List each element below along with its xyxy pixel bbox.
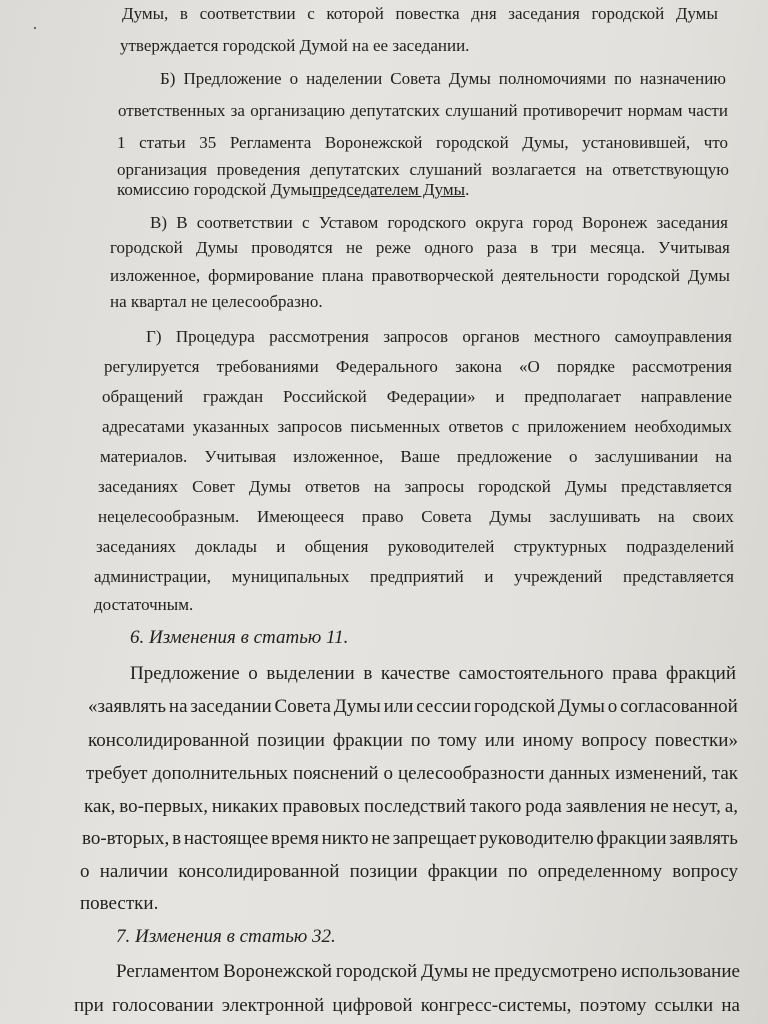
text-line: повестки.: [80, 893, 159, 914]
text-line: 1 статьи 35 Регламента Воронежской городской Думы, установившей, что: [117, 133, 728, 152]
text-line: В) В соответствии с Уставом городского округа город Воронеж заседания: [150, 213, 728, 232]
text-line: на квартал не целесообразно.: [110, 292, 323, 311]
text-line: Г) Процедура рассмотрения запросов органов местного самоуправления: [146, 327, 732, 346]
text-line: заседаниях доклады и общения руководителей структурных подразделений: [96, 537, 734, 556]
text-line: материалов. Учитывая изложенное, Ваше предложение о заслушивании на: [100, 447, 732, 466]
text-line: [117, 180, 729, 200]
text-line: «заявлять на заседании Совета Думы или сессии городской Думы о согласованной: [88, 696, 738, 717]
text-line: как, во-первых, никаких правовых последствий такого рода заявления не несут, а,: [84, 796, 738, 817]
section-heading: 7. Изменения в статью 32.: [116, 926, 336, 947]
text-line: Думы, в соответствии с которой повестка дня заседания городской Думы: [122, 4, 718, 23]
text-line: утверждается городской Думой на ее заседании.: [120, 36, 470, 55]
text-line: администрации, муниципальных предприятий и учреждений представляется: [94, 567, 734, 586]
text-line: регулируется требованиями Федерального закона «О порядке рассмотрения: [104, 357, 732, 376]
text-line: Б) Предложение о наделении Совета Думы полномочиями по назначению: [160, 69, 726, 88]
text-line: достаточным.: [94, 595, 194, 614]
text-segment: комиссию городской Думы: [117, 180, 313, 199]
text-line: нецелесообразным. Имеющееся право Совета Думы заслушивать на своих: [98, 507, 734, 526]
text-line: адресатами указанных запросов письменных ответов с приложением необходимых: [102, 417, 732, 436]
text-line: ответственных за организацию депутатских слушаний противоречит нормам части: [118, 101, 728, 120]
text-line: изложенное, формирование плана правотворческой деятельности городской Думы: [110, 266, 730, 285]
text-line: о наличии консолидированной позиции фракции по определенному вопросу: [80, 861, 738, 882]
text-line: Регламентом Воронежской городской Думы не предусмотрено использование: [116, 961, 740, 982]
text-line: заседаниях Совет Думы ответов на запросы городской Думы представляется: [98, 477, 732, 496]
text-line: городской Думы проводятся не реже одного раза в три месяца. Учитывая: [110, 238, 730, 257]
section-heading: 6. Изменения в статью 11.: [130, 627, 349, 648]
text-line: при голосовании электронной цифровой конгресс-системы, поэтому ссылки на: [74, 995, 740, 1016]
text-line: во-вторых, в настоящее время никто не запрещает руководителю фракции заявлять: [82, 828, 738, 849]
text-segment: .: [465, 180, 470, 199]
text-line: обращений граждан Российской Федерации» и предполагает направление: [102, 387, 732, 406]
text-line: организация проведения депутатских слушаний возлагается на ответствующую: [117, 160, 729, 179]
text-line: консолидированной позиции фракции по тому или иному вопросу повестки»: [88, 730, 738, 751]
paper-speck: [34, 27, 36, 29]
text-line: требует дополнительных пояснений о целесообразности данных изменений, так: [86, 763, 738, 784]
text-line: Предложение о выделении в качестве самостоятельного права фракций: [130, 663, 736, 684]
underlined-text: председателем Думы: [312, 180, 466, 199]
